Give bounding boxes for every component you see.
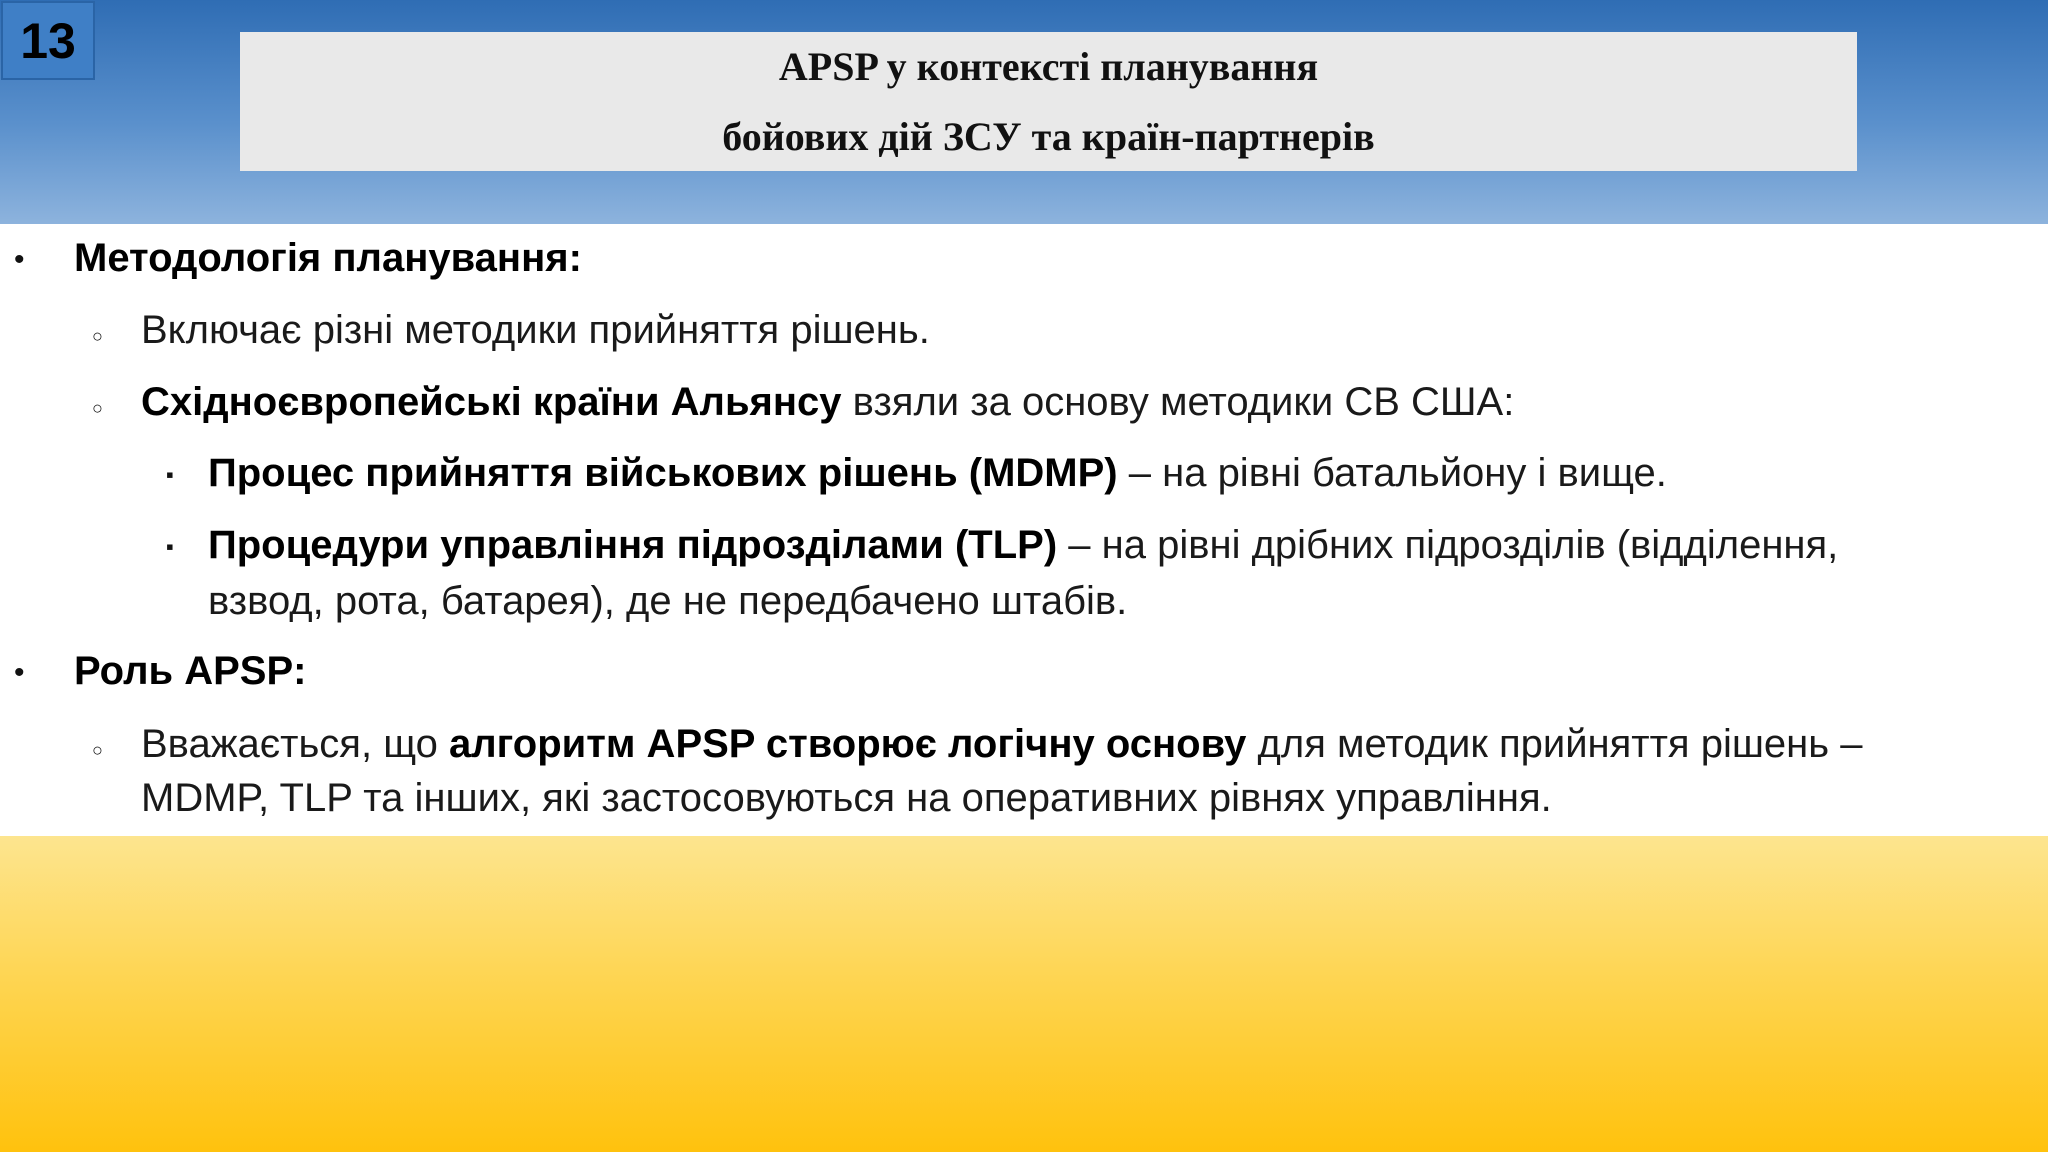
slide-number: 13 (1, 1, 95, 80)
bullet-level2: ○ (92, 326, 103, 346)
sub-item-bold: Східноєвропейські країни Альянсу (141, 380, 842, 424)
sub-item-text: – на рівні дрібних підрозділів (відділення, (1057, 523, 1839, 567)
list-item-continuation (208, 573, 1127, 629)
bullet-level3: ▪ (166, 534, 174, 559)
sub-item-bold: алгоритм APSP створює логічну основу (449, 722, 1247, 766)
list-item-heading (74, 230, 582, 286)
slide-title (240, 32, 1857, 171)
bullet-level2: ○ (92, 740, 103, 760)
sub-item-text: Вважається, що (141, 722, 450, 766)
bullet-level1: • (14, 656, 25, 689)
list-item (141, 374, 1514, 430)
heading-role: Роль APSP: (74, 649, 307, 693)
list-item-continuation (141, 770, 1552, 826)
bullet-level1: • (14, 243, 25, 276)
list-item (208, 445, 1667, 501)
bullet-level2: ○ (92, 398, 103, 418)
sub-item-text: MDMP, TLP та інших, які застосовуються на оперативних рівнях управління. (141, 776, 1552, 820)
footer-band (0, 836, 2048, 1152)
heading-methodology: Методологія планування: (74, 236, 582, 280)
list-item-heading (74, 643, 306, 699)
title-line-1: APSP у контексті планування (778, 43, 1319, 89)
sub-item-text: – на рівні батальйону і вище. (1117, 451, 1667, 495)
title-line-2: бойових дій ЗСУ та країн-партнерів (722, 113, 1375, 159)
sub-item-bold: Процедури управління підрозділами (TLP) (208, 523, 1058, 567)
sub-item-text: взвод, рота, батарея), де не передбачено штабів. (208, 579, 1128, 623)
sub-item-bold: Процес прийняття військових рішень (MDMP) (208, 451, 1118, 495)
bullet-level3: ▪ (166, 462, 174, 487)
list-item (208, 517, 1838, 573)
list-item (141, 716, 1862, 772)
sub-item-text: Включає різні методики прийняття рішень. (141, 308, 930, 352)
sub-item-text: для методик прийняття рішень – (1246, 722, 1863, 766)
list-item (141, 302, 930, 358)
sub-item-text: взяли за основу методики СВ США: (841, 380, 1515, 424)
